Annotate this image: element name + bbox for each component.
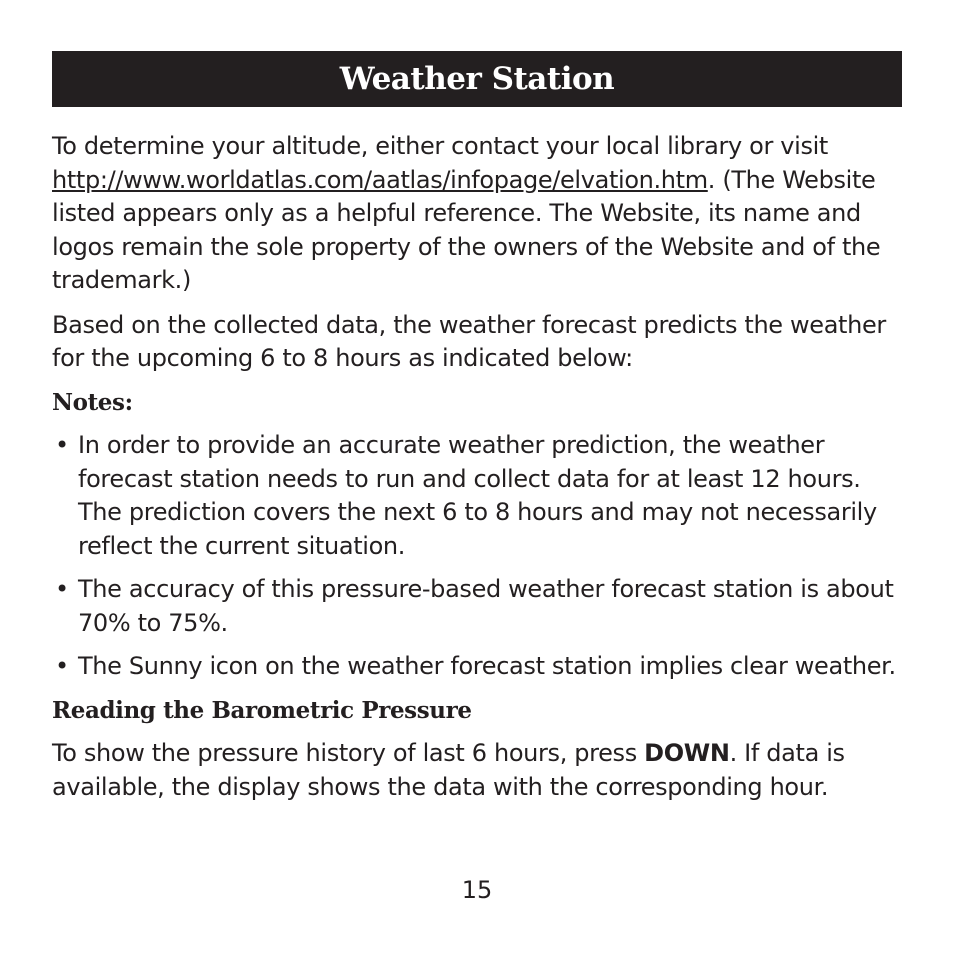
worldatlas-link[interactable]: http://www.worldatlas.com/aatlas/infopage/elvation.htm — [52, 165, 708, 194]
notes-item-text: The accuracy of this pressure-based weather forecast station is about 70% to 75%. — [78, 575, 894, 637]
barometric-text-start: To show the pressure history of last 6 hours, press — [52, 739, 645, 767]
notes-item-text: The Sunny icon on the weather forecast station implies clear weather. — [78, 652, 896, 680]
bullet-icon: • — [55, 431, 69, 459]
notes-list-item — [52, 429, 908, 563]
barometric-paragraph — [52, 737, 908, 804]
bullet-icon: • — [55, 575, 69, 603]
barometric-pressure-heading: Reading the Barometric Pressure — [52, 696, 472, 724]
bullet-icon: • — [55, 652, 69, 680]
notes-item-text: In order to provide an accurate weather prediction, the weather forecast station needs to run and collect data for at least 12 hours. The prediction covers the next 6 to 8 hours and may not necessarily reflect the current situation. — [78, 431, 877, 560]
notes-list-item — [52, 573, 908, 640]
forecast-paragraph: Based on the collected data, the weather forecast predicts the weather for the upcoming 6 to 8 hours as indicated below: — [52, 310, 886, 372]
intro-text-start: To determine your altitude, either contact your local library or visit — [52, 132, 828, 160]
page-number: 15 — [461, 876, 493, 904]
down-button-label: DOWN — [644, 739, 730, 767]
page-title-bar — [52, 51, 902, 107]
intro-paragraph — [52, 130, 908, 298]
notes-heading: Notes: — [52, 388, 133, 416]
page-title: Weather Station — [339, 61, 615, 97]
intro-text-end: . (The Website listed appears only as a helpful reference. The Website, its name and logos remain the sole property of the owners of the Website and of the trademark.) — [52, 165, 881, 294]
notes-list-item — [52, 650, 908, 684]
barometric-text-end: . If data is available, the display shows the data with the corresponding hour. — [52, 739, 845, 801]
page-content — [52, 130, 908, 814]
